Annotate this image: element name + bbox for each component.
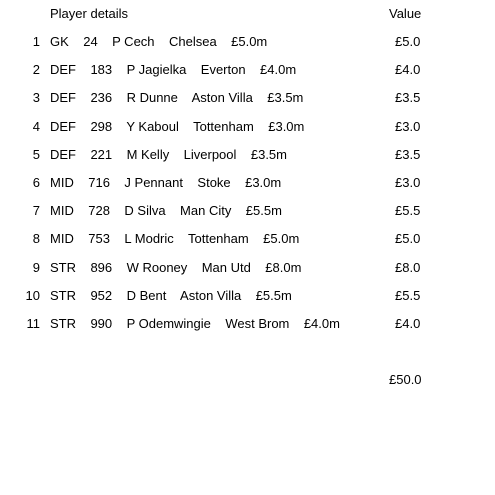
- player-value: £5.5: [395, 287, 421, 303]
- player-details: STR 896 W Rooney Man Utd £8.0m: [50, 259, 302, 275]
- player-value: £3.0: [395, 118, 421, 134]
- row-number: 8: [32, 231, 40, 247]
- player-value: £4.0: [395, 315, 421, 331]
- total-value: £50.0: [389, 372, 422, 387]
- player-value: £8.0: [395, 259, 421, 275]
- player-value: £3.5: [395, 90, 421, 106]
- player-details: DEF 236 R Dunne Aston Villa £3.5m: [50, 90, 304, 106]
- player-row: [0, 62, 495, 90]
- player-value: £4.0: [395, 62, 421, 78]
- player-list: [0, 34, 495, 344]
- player-row: [0, 175, 495, 203]
- row-number: 9: [32, 259, 40, 275]
- player-details: DEF 298 Y Kaboul Tottenham £3.0m: [50, 118, 305, 134]
- player-row: [0, 90, 495, 118]
- player-value: £3.5: [395, 146, 421, 162]
- player-row: [0, 260, 495, 288]
- player-details: DEF 221 M Kelly Liverpool £3.5m: [50, 146, 287, 162]
- row-number: 4: [32, 118, 40, 134]
- player-value: £5.0: [395, 34, 421, 49]
- player-row: [0, 147, 495, 175]
- row-number: 2: [32, 62, 40, 78]
- player-row: [0, 203, 495, 231]
- player-details: MID 728 D Silva Man City £5.5m: [50, 203, 282, 219]
- player-row: [0, 119, 495, 147]
- player-details-header: Player details: [50, 6, 129, 21]
- row-number: 1: [32, 34, 40, 49]
- player-details: STR 952 D Bent Aston Villa £5.5m: [50, 287, 292, 303]
- player-details: MID 753 L Modric Tottenham £5.0m: [50, 231, 300, 247]
- player-details: MID 716 J Pennant Stoke £3.0m: [50, 174, 282, 190]
- player-details: DEF 183 P Jagielka Everton £4.0m: [50, 62, 297, 78]
- player-value: £3.0: [395, 174, 421, 190]
- player-value: £5.5: [395, 203, 421, 219]
- player-row: [0, 288, 495, 316]
- player-details: STR 990 P Odemwingie West Brom £4.0m: [50, 315, 340, 331]
- row-number: 3: [32, 90, 40, 106]
- row-number: 7: [32, 203, 40, 219]
- player-details: GK 24 P Cech Chelsea £5.0m: [50, 34, 268, 49]
- row-number: 10: [25, 287, 40, 303]
- row-number: 6: [32, 174, 40, 190]
- value-header: Value: [389, 6, 422, 21]
- player-value: £5.0: [395, 231, 421, 247]
- row-number: 5: [32, 146, 40, 162]
- player-row: [0, 316, 495, 344]
- player-row: [0, 34, 495, 62]
- row-number: 11: [26, 315, 40, 331]
- player-row: [0, 231, 495, 259]
